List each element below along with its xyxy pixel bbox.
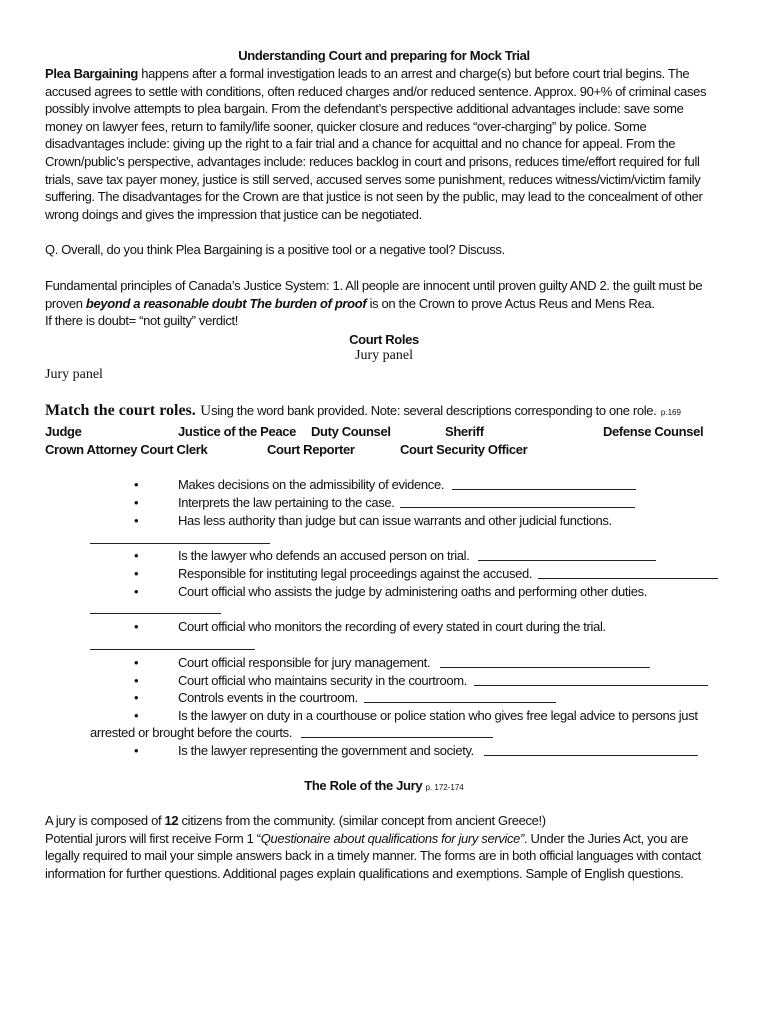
page-title: Understanding Court and preparing for Mock Trial [238,48,530,63]
list-item: Is the lawyer representing the government and society. [178,743,474,758]
match-heading: Match the court roles. [45,402,196,419]
plea-line: accused agrees to settle with conditions, often reduced charges and/or reduced sentence. Approx. 90+% of criminal cases [45,83,707,99]
answer-blank[interactable] [400,507,635,508]
word-bank-duty-counsel: Duty Counsel [311,424,391,439]
bullet-icon: • [134,495,139,510]
answer-blank[interactable] [478,560,656,561]
plea-line: disadvantages include: giving up the right to a fair trial and a chance for acquittal and no chance for appeal. From the [45,136,676,152]
word-bank-justice-of-the-peace: Justice of the Peace [178,424,296,439]
list-item: Has less authority than judge but can issue warrants and other judicial functions. [178,513,612,528]
answer-blank[interactable] [301,737,493,738]
answer-blank[interactable] [90,613,221,614]
jury-size: 12 [164,813,179,828]
bullet-icon: • [134,690,139,705]
discussion-question: Q. Overall, do you think Plea Bargaining is a positive tool or a negative tool? Discuss. [45,242,505,257]
match-heading-line: Match the court roles. Using the word bank provided. Note: several descriptions corresponding to one role. p.169 [45,402,681,419]
principles-line: proven beyond a reasonable doubt The burden of proof is on the Crown to prove Actus Reus and Mens Rea. [45,295,655,311]
list-item: Responsible for instituting legal proceedings against the accused. [178,566,533,581]
jury-role-heading: The Role of the Jury [304,778,423,793]
match-instructions: sing the word bank provided. Note: several descriptions corresponding to one role. [211,403,657,418]
list-item-continuation: arrested or brought before the courts. [90,725,293,740]
answer-blank[interactable] [364,702,556,703]
principles-line: If there is doubt= “not guilty” verdict! [45,313,239,329]
jury-panel-label: Jury panel [355,348,413,363]
plea-line: wrong doings and gives the impression that justice can be negotiated. [45,206,422,222]
bullet-icon: • [134,584,139,599]
bullet-icon: • [134,566,139,581]
jury-panel-label-left: Jury panel [45,367,103,382]
plea-line: suffering. The disadvantages for the Crown are that justice is not seen by the public, may lead to the concealment of other [45,189,703,205]
bullet-icon: • [134,548,139,563]
list-item: Court official who maintains security in the courtroom. [178,673,468,688]
word-bank-court-security-officer: Court Security Officer [400,442,528,457]
list-item: Court official who assists the judge by administering oaths and performing other duties. [178,584,648,599]
page-ref: p.169 [660,408,681,417]
form-title: Questionaire about qualifications for jury service” [260,830,525,846]
jury-line: A jury is composed of 12 citizens from the community. (similar concept from ancient Greece!) [45,813,546,828]
plea-line: Crown/public’s perspective, advantages include: reduces backlog in court and prisons, reduces time/effort required for full [45,153,700,169]
jury-paragraph [45,812,717,882]
list-item: Court official who monitors the recording of every stated in court during the trial. [178,619,606,634]
bullet-icon: • [134,708,139,723]
principles-line: Fundamental principles of Canada’s Justice System: 1. All people are innocent until proven guilty AND 2. the guilt must be [45,278,703,293]
list-item: Court official responsible for jury management. [178,655,431,670]
bullet-icon: • [134,513,139,528]
list-item: Makes decisions on the admissibility of evidence. [178,477,445,492]
answer-blank[interactable] [484,755,698,756]
plea-line: money on lawyer fees, return to family/life sooner, quicker closure and reduces “over-charging” by police. Some [45,118,647,134]
jury-line: legally required to mail your simple answers back in a timely manner. The forms are in both official languages with contact [45,848,701,864]
plea-line: trials, save tax payer money, justice is still served, accused serves some punishment, reduces witness/victim/victim family [45,171,701,187]
word-bank-court-reporter: Court Reporter [267,442,355,457]
word-bank-defense-counsel: Defense Counsel [603,424,704,439]
jury-line: information for further questions. Additional pages explain qualifications and exemptions. Sample of English questions. [45,865,684,881]
jury-role-heading-line [0,777,768,797]
word-bank-crown-attorney-court-clerk: Crown Attorney Court Clerk [45,442,208,457]
bullet-icon: • [134,477,139,492]
reasonable-doubt: beyond a reasonable doubt [85,295,247,311]
burden-of-proof: The burden of proof [249,295,367,311]
list-item: Interprets the law pertaining to the case. [178,495,395,510]
word-bank-sheriff: Sheriff [445,424,484,439]
plea-term: Plea Bargaining [45,66,138,81]
answer-blank[interactable] [90,649,255,650]
bullet-icon: • [134,743,139,758]
bullet-icon: • [134,655,139,670]
word-bank-judge: Judge [45,424,82,439]
answer-blank[interactable] [440,667,650,668]
list-item: Controls events in the courtroom. [178,690,358,705]
principles-paragraph [45,277,717,330]
bullet-icon: • [134,619,139,634]
answer-blank[interactable] [474,685,708,686]
answer-blank[interactable] [452,489,636,490]
bullet-icon: • [134,673,139,688]
jury-line: Potential jurors will first receive Form 1 “Questionaire about qualifications for jury service”. Under the Juries Act, you are [45,830,689,846]
answer-blank[interactable] [90,543,270,544]
answer-blank[interactable] [538,578,718,579]
jury-page-ref: p. 172-174 [425,783,464,792]
court-roles-heading: Court Roles [349,332,419,347]
list-item: Is the lawyer who defends an accused person on trial. [178,548,470,563]
plea-line: possibly involve attempts to plea bargain. From the defendant’s perspective additional advantages include: save some [45,101,684,117]
plea-line: Plea Bargaining happens after a formal investigation leads to an arrest and charge(s) but before court trial begins. The [45,66,690,81]
list-item: Is the lawyer on duty in a courthouse or police station who gives free legal advice to persons just [178,708,698,723]
plea-paragraph [45,65,717,223]
